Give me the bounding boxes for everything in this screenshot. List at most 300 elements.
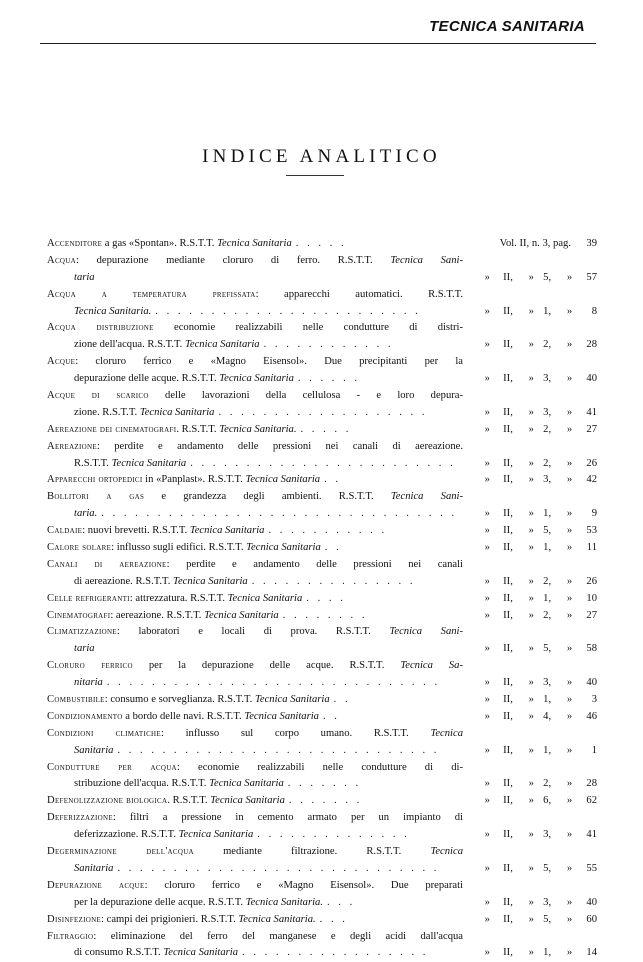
entry-description: : nuovi brevetti. R.S.T.T.	[82, 525, 190, 537]
ditto-mark: »	[484, 305, 490, 317]
entry-heading: Defenolizzazione biologica	[47, 795, 168, 807]
entry-description: per la depurazione delle acque. R.S.T.T.	[74, 896, 246, 908]
issue-number: 2,	[543, 339, 552, 351]
ditto-mark: »	[484, 542, 490, 554]
entry-text	[47, 320, 463, 337]
page-number: 41	[586, 406, 597, 418]
entry-source-title: Tecnica Sanitaria	[219, 373, 294, 385]
entry-description: : economie realizzabili nelle condutture di di-	[176, 761, 463, 773]
entry-description: : consumo e sorveglianza. R.S.T.T.	[104, 694, 255, 706]
ditto-mark: »	[484, 592, 490, 604]
issue-number: 1,	[543, 542, 552, 554]
entry-description: : attrezzatura. R.S.T.T.	[129, 592, 228, 604]
index-entry-line	[47, 472, 597, 489]
entry-heading: Celle refrigeranti	[47, 592, 130, 604]
entry-reference	[467, 472, 597, 489]
issue-number: 3,	[543, 896, 552, 908]
page-number: 53	[586, 525, 597, 537]
entry-source-title: Tecnica Sanitaria.	[74, 305, 152, 317]
index-entry	[47, 709, 597, 726]
ditto-mark: »	[566, 542, 573, 554]
ditto-mark: »	[484, 423, 490, 435]
index-entry-line	[47, 388, 597, 405]
volume-number: II,	[503, 710, 513, 722]
volume-number: II,	[503, 474, 513, 486]
issue-number: 3,	[543, 677, 552, 689]
entry-description: : depurazione mediante cloruro di ferro. R.S.T.T.	[76, 254, 391, 266]
entry-reference	[467, 456, 597, 473]
entry-text	[47, 354, 463, 371]
entry-text	[47, 422, 297, 439]
index-entry	[47, 591, 597, 608]
entry-description: : filtri a pressione in cemento armato per un impianto di	[112, 812, 463, 824]
dot-leader: . . .	[319, 913, 348, 925]
entry-description: deferizzazione. R.S.T.T.	[74, 829, 179, 841]
running-title: TECNICA SANITARIA	[429, 18, 585, 35]
index-entry-line	[47, 760, 597, 777]
ditto-mark: »	[484, 710, 490, 722]
entry-description: : laboratori e locali di prova. R.S.T.T.	[116, 626, 390, 638]
entry-heading: Canali di aereazione	[47, 558, 167, 570]
entry-heading: Degerminazione dell'acqua	[47, 846, 194, 858]
index-entry	[47, 236, 597, 253]
entry-description: : apparecchi automatici. R.S.T.T.	[255, 288, 463, 300]
dot-leader: . . . . . . . . . . . . . . .	[251, 575, 416, 587]
ditto-mark: »	[566, 457, 573, 469]
issue-number: 3,	[542, 237, 551, 249]
volume-number: II,	[503, 339, 513, 351]
entry-reference	[467, 304, 597, 321]
ditto-mark: »	[566, 423, 573, 435]
entry-text	[47, 709, 319, 726]
issue-number: 1,	[543, 694, 552, 706]
ditto-mark: »	[566, 525, 573, 537]
entry-source-title: Sanitaria	[74, 744, 114, 756]
entry-reference	[467, 641, 597, 658]
entry-text	[47, 337, 260, 354]
issue-number: 2,	[543, 778, 552, 790]
index-entry	[47, 726, 597, 760]
index-entry-line	[47, 456, 597, 473]
ditto-mark: »	[528, 373, 534, 385]
entry-text	[47, 371, 294, 388]
entry-heading: Bollitori a gas	[47, 491, 145, 503]
volume-number: II,	[503, 457, 513, 469]
entry-text	[47, 929, 463, 946]
dot-leader: . . . . . . . . . . . . . . . . . . . . . . . .	[190, 457, 456, 469]
ditto-mark: »	[528, 862, 534, 874]
ditto-mark: »	[566, 575, 573, 587]
entry-text	[47, 540, 321, 557]
index-entry	[47, 608, 597, 625]
index-entry-line	[47, 489, 597, 506]
volume-number: II,	[503, 406, 513, 418]
volume-number: II,	[503, 373, 513, 385]
issue-number: 1,	[543, 592, 552, 604]
ditto-mark: »	[484, 862, 490, 874]
entry-description: : influsso sul corpo umano. R.S.T.T.	[160, 727, 431, 739]
volume-number: Vol. II, n.	[499, 237, 540, 249]
index-entry-line	[47, 371, 597, 388]
ditto-mark: »	[484, 525, 490, 537]
volume-number: II,	[503, 744, 513, 756]
entry-reference	[467, 523, 597, 540]
issue-number: 1,	[543, 744, 552, 756]
entry-reference	[467, 827, 597, 844]
issue-number: 5,	[543, 271, 552, 283]
volume-number: II,	[503, 305, 513, 317]
index-entry-line	[47, 777, 597, 794]
entry-text	[47, 641, 95, 658]
entry-source-title: Tecnica Sanitaria	[163, 947, 239, 959]
index-entry	[47, 287, 597, 321]
entry-text	[47, 726, 463, 743]
issue-number: 3,	[543, 406, 552, 418]
dot-leader: . . . . . . .	[288, 795, 363, 807]
volume-number: II,	[503, 913, 513, 925]
entry-text	[47, 793, 285, 810]
dot-leader: . . . . . . . . . . . .	[263, 339, 394, 351]
entry-reference	[467, 405, 597, 422]
page-number: 39	[586, 237, 597, 249]
index-entry	[47, 844, 597, 878]
dot-leader: . . . .	[306, 592, 346, 604]
dot-leader: . . . . . . . . . . . . . . . . . . . . . . . .	[155, 305, 421, 317]
volume-number: II,	[503, 609, 513, 621]
ditto-mark: »	[528, 305, 534, 317]
ditto-mark: »	[528, 406, 534, 418]
entry-description: : perdite e andamento delle pressioni nei canali	[166, 558, 463, 570]
dot-leader: . . . . . . . . . . . . . . . . . . . . . . . . . . . . .	[117, 744, 440, 756]
dot-leader: . . .	[326, 896, 356, 908]
issue-number: 2,	[543, 575, 552, 587]
ditto-mark: »	[566, 862, 573, 874]
entry-source-title: Sanitaria	[74, 862, 114, 874]
ditto-mark: »	[566, 947, 573, 959]
page-number: 62	[586, 795, 597, 807]
index-entry	[47, 540, 597, 557]
issue-number: 5,	[543, 913, 552, 925]
ditto-mark: »	[566, 913, 573, 925]
index-entry-line	[47, 641, 597, 658]
volume-number: II,	[503, 947, 513, 959]
page-number: 28	[586, 778, 597, 790]
ditto-mark: »	[528, 778, 534, 790]
ditto-mark: »	[566, 373, 573, 385]
volume-number: II,	[503, 896, 513, 908]
entry-text	[47, 675, 103, 692]
entry-source-title: taria	[74, 643, 95, 655]
entry-reference	[467, 793, 597, 810]
entry-description: : eliminazione del ferro del manganese e degli acidi dall'acqua	[93, 930, 463, 942]
index-entry-line	[47, 743, 597, 760]
issue-number: 1,	[543, 305, 552, 317]
ditto-mark: »	[528, 575, 534, 587]
page-number: 41	[586, 829, 597, 841]
ditto-mark: »	[484, 694, 490, 706]
index-entry-line	[47, 844, 597, 861]
volume-number: II,	[503, 592, 513, 604]
entry-description: . R.S.T.T.	[167, 795, 211, 807]
page-number: 40	[586, 373, 597, 385]
entry-reference	[467, 608, 597, 625]
ditto-mark: »	[528, 896, 534, 908]
page-title: INDICE ANALITICO	[202, 146, 441, 167]
entry-description: zione. R.S.T.T.	[74, 406, 140, 418]
ditto-mark: »	[528, 525, 534, 537]
ditto-mark: »	[566, 710, 573, 722]
dot-leader: . . . . . . . . . . . . . . . . . . . . . . . . . . . . . .	[106, 677, 441, 689]
index-entry	[47, 878, 597, 912]
volume-number: II,	[503, 795, 513, 807]
index-entry-line	[47, 709, 597, 726]
issue-number: 4,	[543, 710, 552, 722]
ditto-mark: »	[484, 609, 490, 621]
dot-leader: . . . . . . . . . . . . . . . . . . . . . . . . . . . . . . . .	[101, 508, 458, 520]
index-entry-line	[47, 624, 597, 641]
entry-source-title: nitaria	[74, 677, 103, 689]
dot-leader: . . . . .	[300, 423, 352, 435]
page-number: 26	[586, 457, 597, 469]
index-entry	[47, 912, 597, 929]
entry-description: a bordo delle navi. R.S.T.T.	[122, 710, 245, 722]
entry-description: e grandezza degli ambienti. R.S.T.T.	[144, 491, 391, 503]
ditto-mark: »	[566, 795, 573, 807]
index-entry	[47, 557, 597, 591]
ditto-mark: »	[566, 406, 573, 418]
volume-number: II,	[503, 575, 513, 587]
entry-source-title: Tecnica Sanitaria	[204, 609, 279, 621]
entry-text	[47, 456, 186, 473]
issue-number: 5,	[543, 862, 552, 874]
page-number: 27	[586, 609, 597, 621]
issue-number: 2,	[543, 609, 552, 621]
page-number: 1	[591, 744, 597, 756]
entry-reference	[467, 236, 597, 253]
ditto-mark: »	[566, 592, 573, 604]
entry-heading: Cloruro ferrico	[47, 660, 133, 672]
volume-number: II,	[503, 829, 513, 841]
entry-source-title: Tecnica Sani-	[389, 626, 463, 638]
entry-heading: Acqua a temperatura prefissata	[47, 288, 256, 300]
dot-leader: . . . . . . . . . . . . . . . . . . .	[218, 406, 428, 418]
ditto-mark: »	[484, 744, 490, 756]
index-entry-line	[47, 405, 597, 422]
entry-reference	[467, 861, 597, 878]
entry-heading: Caldaie	[47, 525, 83, 537]
entry-text	[47, 844, 463, 861]
page-number: 42	[586, 474, 597, 486]
entry-reference	[467, 540, 597, 557]
entry-description: economie realizzabili nelle condutture di distri-	[153, 322, 463, 334]
volume-number: II,	[503, 862, 513, 874]
ditto-mark: »	[528, 829, 534, 841]
entry-description: : campi dei prigionieri. R.S.T.T.	[101, 913, 239, 925]
entry-reference	[467, 912, 597, 929]
entry-reference	[467, 574, 597, 591]
index-entry-line	[47, 287, 597, 304]
index-entry-line	[47, 929, 597, 946]
entry-source-title: Tecnica Sanitaria.	[245, 896, 323, 908]
ditto-mark: »	[484, 271, 490, 283]
entry-text	[47, 692, 330, 709]
ditto-mark: »	[528, 694, 534, 706]
entry-heading: Condutture per acqua	[47, 761, 177, 773]
ditto-mark: »	[528, 795, 534, 807]
entry-description: in «Panplast». R.S.T.T.	[142, 474, 246, 486]
entry-description: : cloruro ferrico e «Magno Eisensol». Due preparati	[144, 879, 463, 891]
entry-description: delle lavorazioni della cellulosa - e loro depura-	[148, 390, 463, 401]
entry-text	[47, 760, 463, 777]
entry-text	[47, 624, 463, 641]
dot-leader: . . . . . . . .	[282, 609, 368, 621]
entry-source-title: Tecnica Sanitaria	[111, 457, 187, 469]
ditto-mark: »	[484, 643, 490, 655]
entry-text	[47, 388, 463, 405]
dot-leader: . .	[333, 694, 351, 706]
page-number: 11	[586, 542, 597, 554]
ditto-mark: »	[528, 423, 534, 435]
ditto-mark: »	[528, 744, 534, 756]
entry-text	[47, 810, 463, 827]
entry-heading: Accenditore	[47, 237, 103, 249]
ditto-mark: »	[566, 778, 573, 790]
ditto-mark: »	[566, 609, 573, 621]
index-entry-line	[47, 608, 597, 625]
ditto-mark: »	[528, 609, 534, 621]
entry-description: di consumo R.S.T.T.	[74, 947, 164, 959]
volume-number: II,	[503, 778, 513, 790]
index-entry	[47, 439, 597, 473]
index-entry-line	[47, 895, 597, 912]
ditto-mark: »	[528, 474, 534, 486]
entry-text	[47, 827, 253, 844]
entry-source-title: taria.	[74, 508, 98, 520]
entry-source-title: Tecnica	[430, 846, 463, 858]
ditto-mark: »	[566, 339, 573, 351]
index-entry-line	[47, 912, 597, 929]
entry-heading: Climatizzazione	[47, 626, 117, 638]
issue-number: 1,	[543, 947, 552, 959]
entry-heading: Depurazione acque	[47, 879, 145, 891]
dot-leader: . . . . . .	[297, 373, 361, 385]
entry-source-title: Tecnica Sanitaria	[178, 829, 254, 841]
index-entry	[47, 354, 597, 388]
ditto-mark: »	[566, 677, 573, 689]
index-entry	[47, 253, 597, 287]
ditto-mark: »	[484, 373, 490, 385]
entry-text	[47, 574, 248, 591]
index-entry	[47, 523, 597, 540]
page-number: 57	[586, 271, 597, 283]
entry-source-title: Tecnica Sanitaria.	[219, 423, 297, 435]
index-entry-line	[47, 726, 597, 743]
entry-reference	[467, 371, 597, 388]
page-number: 28	[586, 339, 597, 351]
index-entry-line	[47, 236, 597, 253]
entry-heading: Acque di scarico	[47, 390, 149, 401]
issue-number: 3,	[543, 829, 552, 841]
index-entry-line	[47, 557, 597, 574]
page-number: 40	[586, 677, 597, 689]
index-entry-line	[47, 304, 597, 321]
entry-description: : perdite e andamento delle pressioni nei canali di aereazione.	[96, 440, 463, 452]
entry-text	[47, 304, 151, 321]
issue-number: 5,	[543, 525, 552, 537]
ditto-mark: »	[528, 271, 534, 283]
ditto-mark: »	[566, 829, 573, 841]
index-entry-line	[47, 810, 597, 827]
entry-text	[47, 743, 113, 760]
entry-text	[47, 523, 264, 540]
dot-leader: . .	[322, 710, 340, 722]
entry-source-title: Tecnica Sanitaria	[246, 542, 321, 554]
dot-leader: . .	[324, 542, 342, 554]
entry-heading: Acqua	[47, 254, 76, 266]
issue-number: 2,	[543, 457, 552, 469]
entry-reference	[467, 422, 597, 439]
entry-heading: Apparecchi ortopedici	[47, 474, 143, 486]
index-entry-line	[47, 658, 597, 675]
entry-text	[47, 506, 97, 523]
entry-text	[47, 895, 323, 912]
entry-heading: Condizionamento	[47, 710, 123, 722]
entry-source-title: Tecnica Sanitaria	[139, 406, 215, 418]
ditto-mark: »	[484, 457, 490, 469]
entry-text	[47, 253, 463, 270]
index-entry	[47, 810, 597, 844]
entry-heading: Deferizzazione	[47, 812, 113, 824]
volume-number: II,	[503, 694, 513, 706]
entry-reference	[467, 675, 597, 692]
ditto-mark: »	[566, 896, 573, 908]
dot-leader: . . . . . . . . . . . . . . . . .	[242, 947, 429, 959]
index-entry-line	[47, 337, 597, 354]
entry-description: stribuzione dell'acqua. R.S.T.T.	[74, 778, 210, 790]
ditto-mark: »	[528, 947, 534, 959]
ditto-mark: »	[528, 457, 534, 469]
index-entry	[47, 388, 597, 422]
ditto-mark: »	[566, 694, 573, 706]
entry-source-title: Tecnica Sanitaria	[245, 474, 321, 486]
index-entry-line	[47, 793, 597, 810]
entry-description: R.S.T.T.	[74, 457, 112, 469]
volume-number: II,	[503, 677, 513, 689]
entry-text	[47, 591, 302, 608]
entry-heading: Acqua distribuzione	[47, 322, 154, 334]
ditto-mark: »	[528, 542, 534, 554]
volume-number: II,	[503, 525, 513, 537]
entry-description: . R.S.T.T.	[176, 423, 220, 435]
entry-text	[47, 776, 284, 793]
index-entry	[47, 658, 597, 692]
entry-reference	[467, 709, 597, 726]
ditto-mark: »	[528, 710, 534, 722]
entry-text	[47, 489, 463, 506]
ditto-mark: »	[566, 744, 573, 756]
header-rule	[40, 43, 596, 44]
entry-heading: Aereazione dei cinematografi	[47, 423, 177, 435]
ditto-mark: »	[566, 643, 573, 655]
ditto-mark: »	[484, 339, 490, 351]
index-entry-line	[47, 354, 597, 371]
entry-description: di aereazione. R.S.T.T.	[74, 575, 174, 587]
index-entry-line	[47, 540, 597, 557]
index-entry-line	[47, 591, 597, 608]
issue-number: 1,	[543, 508, 552, 520]
index-entry-line	[47, 422, 597, 439]
ditto-mark: »	[484, 896, 490, 908]
